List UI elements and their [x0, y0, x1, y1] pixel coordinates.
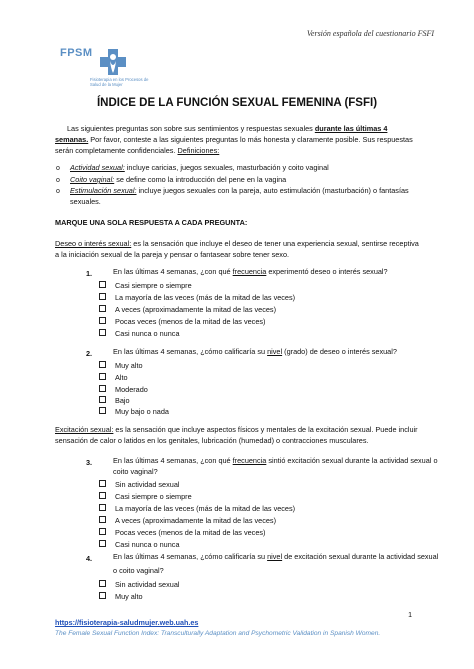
bullet-icon: o — [56, 177, 60, 184]
question-number: 3. — [86, 458, 93, 467]
question-text: (grado) de deseo o interés sexual? — [282, 347, 397, 356]
answer-option[interactable] — [99, 293, 295, 303]
question-text: sintió excitación sexual durante la actividad sexual o — [266, 456, 438, 465]
answer-option[interactable] — [99, 385, 148, 395]
logo-cross-icon — [98, 47, 128, 77]
checkbox[interactable] — [99, 305, 106, 312]
header-note: Versión española del cuestionario FSFI — [306, 29, 434, 38]
option-label: Muy alto — [115, 592, 143, 601]
option-label: Casi nunca o nunca — [115, 540, 180, 549]
answer-option[interactable] — [99, 317, 265, 327]
answer-option[interactable] — [99, 580, 180, 590]
question-text: de excitación sexual durante la actividad sexual — [282, 552, 439, 561]
desire-definition-line-2: a la iniciación sexual de la pareja y pensar o fantasear sobre tener sexo. — [55, 250, 290, 259]
option-label: A veces (aproximadamente la mitad de las veces) — [115, 516, 277, 525]
checkbox[interactable] — [99, 504, 106, 511]
option-label: Casi siempre o siempre — [115, 281, 192, 290]
arousal-text: es la sensación que incluye aspectos físicos y mentales de la excitación sexual. Puede incluir — [113, 425, 418, 434]
page-number: 1 — [408, 612, 412, 619]
option-label: Casi siempre o siempre — [115, 492, 192, 501]
intro-text-1u: durante las últimas 4 — [314, 124, 388, 133]
logo-subtitle: Fisioterapia en los Procesos de Salud de la Mujer — [90, 77, 149, 87]
option-label: Casi nunca o nunca — [115, 329, 180, 338]
answer-option[interactable] — [99, 281, 192, 291]
bullet-icon: o — [56, 188, 60, 195]
question-1-text — [113, 267, 388, 278]
checkbox[interactable] — [99, 373, 106, 380]
checkbox[interactable] — [99, 385, 106, 392]
arousal-term: Excitación sexual: — [55, 425, 114, 434]
question-key-term: frecuencia — [232, 456, 267, 465]
arousal-definition-line-1 — [55, 425, 427, 436]
desire-text: es la sensación que incluye el deseo de tener una experiencia sexual, sentirse receptiva — [131, 239, 419, 248]
option-label: A veces (aproximadamente la mitad de las veces) — [115, 305, 277, 314]
checkbox[interactable] — [99, 492, 106, 499]
answer-option[interactable] — [99, 480, 180, 490]
question-2-text — [113, 347, 397, 358]
question-number: 2. — [86, 349, 93, 358]
definition-item — [70, 163, 329, 174]
answer-option[interactable] — [99, 540, 180, 550]
intro-line-2 — [55, 135, 425, 146]
definition-item — [70, 186, 409, 197]
checkbox[interactable] — [99, 281, 106, 288]
definition-item — [70, 175, 286, 186]
option-label: Sin actividad sexual — [115, 580, 180, 589]
option-label: Sin actividad sexual — [115, 480, 180, 489]
option-label: Alto — [115, 373, 128, 382]
answer-option[interactable] — [99, 492, 192, 502]
checkbox[interactable] — [99, 592, 106, 599]
option-label: La mayoría de las veces (más de la mitad de las veces) — [115, 504, 296, 513]
definition-text: se define como la introducción del pene en la vagina — [114, 175, 287, 184]
question-key-term: frecuencia — [232, 267, 267, 276]
intro-text-2u: semanas. — [55, 135, 89, 144]
footer-citation: The Female Sexual Function Index: Transculturally Adaptation and Psychometric Validation in Spanish Women. — [55, 630, 381, 637]
checkbox[interactable] — [99, 396, 106, 403]
definition-term: Coito vaginal: — [70, 175, 115, 184]
intro-text-1a: Las siguientes preguntas son sobre sus sentimientos y respuestas sexuales — [67, 124, 315, 133]
answer-option[interactable] — [99, 329, 180, 339]
option-label: Pocas veces (menos de la mitad de las veces) — [115, 317, 266, 326]
definition-term: Actividad sexual: — [70, 163, 125, 172]
intro-text-2b: Por favor, conteste a las siguientes preguntas lo más honesta y claramente posible. Sus respuestas — [88, 135, 413, 144]
checkbox[interactable] — [99, 329, 106, 336]
answer-option[interactable] — [99, 528, 265, 538]
definition-term: Estimulación sexual: — [70, 186, 137, 195]
desire-term: Deseo o interés sexual: — [55, 239, 132, 248]
definition-item-cont — [70, 197, 101, 208]
intro-line-1 — [55, 124, 420, 135]
footer-link[interactable]: https://fisioterapia-saludmujer.web.uah.es — [55, 618, 199, 627]
question-4-text-cont: o coito vaginal? — [113, 566, 164, 575]
intro-text-3: serán completamente confidenciales. — [55, 146, 178, 155]
question-key-term: nivel — [267, 552, 283, 561]
option-label: Pocas veces (menos de la mitad de las veces) — [115, 528, 266, 537]
definition-text: sexuales. — [70, 197, 101, 206]
checkbox[interactable] — [99, 317, 106, 324]
question-number: 4. — [86, 554, 93, 563]
answer-option[interactable] — [99, 396, 130, 406]
option-label: Muy bajo o nada — [115, 407, 169, 416]
answer-option[interactable] — [99, 592, 143, 602]
logo-title: FPSM — [60, 47, 93, 59]
answer-option[interactable] — [99, 361, 143, 371]
checkbox[interactable] — [99, 516, 106, 523]
option-label: Moderado — [115, 385, 148, 394]
arousal-definition-line-2: sensación de calor o latidos en los genitales, lubricación (humedad) o contracciones musculares. — [55, 436, 369, 445]
question-text: En las últimas 4 semanas, ¿cómo calificaría su — [113, 347, 268, 356]
answer-option[interactable] — [99, 407, 169, 417]
document-title: ÍNDICE DE LA FUNCIÓN SEXUAL FEMENINA (FSFI) — [96, 97, 378, 109]
question-number: 1. — [86, 269, 93, 278]
checkbox[interactable] — [99, 528, 106, 535]
option-label: Bajo — [115, 396, 130, 405]
intro-line-3 — [55, 146, 425, 157]
checkbox[interactable] — [99, 480, 106, 487]
question-text: En las últimas 4 semanas, ¿con qué — [113, 456, 233, 465]
definition-text: incluye caricias, juegos sexuales, masturbación y coito vaginal — [124, 163, 329, 172]
answer-option[interactable] — [99, 305, 276, 315]
question-3-text — [113, 456, 438, 467]
answer-option[interactable] — [99, 373, 128, 383]
question-4-text — [113, 552, 438, 563]
checkbox[interactable] — [99, 407, 106, 414]
answer-option[interactable] — [99, 516, 276, 526]
checkbox[interactable] — [99, 580, 106, 587]
bullet-icon: o — [56, 165, 60, 172]
option-label: La mayoría de las veces (más de la mitad de las veces) — [115, 293, 296, 302]
checkbox[interactable] — [99, 540, 106, 547]
instruction-heading: MARQUE UNA SOLA RESPUESTA A CADA PREGUNTA: — [55, 218, 248, 227]
checkbox[interactable] — [99, 361, 106, 368]
question-text: En las últimas 4 semanas, ¿cómo calificaría su — [113, 552, 268, 561]
question-3-text-cont: coito vaginal? — [113, 467, 158, 476]
question-key-term: nivel — [267, 347, 283, 356]
definitions-heading: Definiciones: — [177, 146, 220, 155]
definition-text: incluye juegos sexuales con la pareja, auto estimulación (masturbación) o fantasías — [136, 186, 409, 195]
option-label: Muy alto — [115, 361, 143, 370]
question-text: En las últimas 4 semanas, ¿con qué — [113, 267, 233, 276]
question-text: experimentó deseo o interés sexual? — [266, 267, 388, 276]
desire-definition-line-1 — [55, 239, 427, 250]
answer-option[interactable] — [99, 504, 295, 514]
checkbox[interactable] — [99, 293, 106, 300]
